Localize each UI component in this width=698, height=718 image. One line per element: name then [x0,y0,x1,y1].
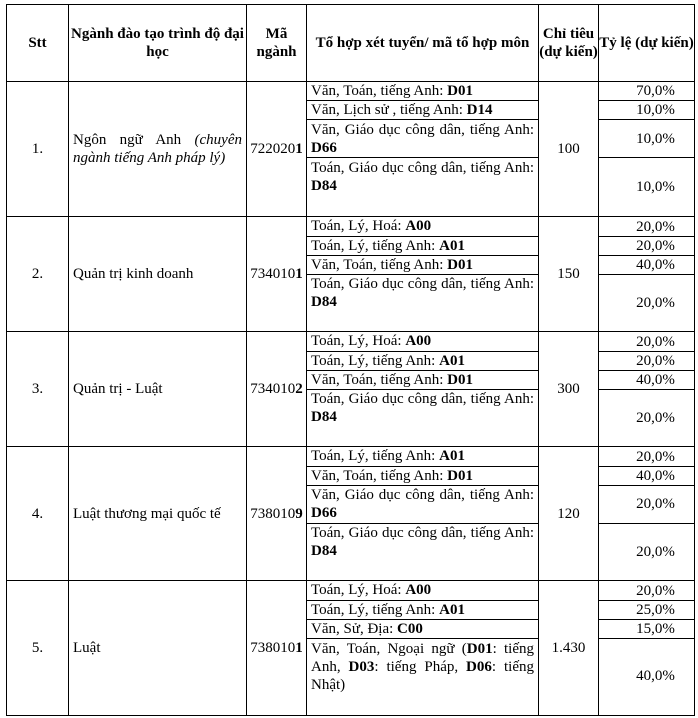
rate-cell [599,82,695,217]
rate-value: 20,0% [636,582,675,599]
combination-item [307,351,538,370]
header-rate: Tỷ lệ (dự kiến) [599,5,695,82]
stt-cell: 2. [7,217,69,332]
combination-item [307,638,538,695]
quota-cell: 100 [539,82,599,217]
combination-text: Toán, Lý, Hoá: [311,218,406,235]
code-digits: 738010 [250,640,296,656]
rate-cell [599,217,695,332]
header-combination: Tổ hợp xét tuyển/ mã tổ hợp môn [307,5,539,82]
header-stt: Stt [7,5,69,82]
combination-text: Toán, Giáo dục công dân, tiếng Anh: [311,391,534,408]
combination-item [307,485,538,523]
combination-code: D03 [348,658,375,675]
combination-code: D14 [466,102,493,118]
code-last-digit: 1 [295,266,303,282]
combination-cell [307,332,539,447]
major-name: Ngôn ngữ Anh [73,132,195,148]
code-digits: 734010 [250,381,296,397]
combination-item [307,466,538,485]
combination-item [307,217,538,236]
rate-value: 40,0% [599,466,694,485]
table-row [7,332,695,447]
combination-code: D84 [311,294,337,311]
combination-code: A01 [439,352,465,369]
combination-item [307,255,538,274]
rate-value: 20,0% [636,448,675,465]
combination-code: D66 [311,505,337,521]
code-last-digit: 1 [295,640,303,656]
stt-cell: 5. [7,581,69,716]
combination-text: Văn, Toán, tiếng Anh: [311,83,448,99]
combination-text: Văn, Lịch sử , tiếng Anh: [311,102,467,118]
combination-text: Văn, Giáo dục công dân, tiếng Anh: [311,121,534,138]
rate-value: 10,0% [599,120,694,158]
combination-code: D84 [311,177,337,194]
rate-value: 10,0% [599,158,694,196]
combination-text: : tiếng Pháp, [374,658,467,675]
combination-code: D06 [466,658,492,675]
quota-cell: 150 [539,217,599,332]
combination-code: A01 [439,448,465,465]
major-cell [69,581,247,716]
code-cell [247,82,307,217]
combination-code: D01 [447,371,474,388]
table-row [7,447,695,581]
combination-text: Toán, Lý, tiếng Anh: [311,601,440,618]
combination-text: Văn, Sử, Địa: [311,620,398,637]
code-cell [247,217,307,332]
combination-text: Toán, Lý, tiếng Anh: [311,448,440,465]
major-name: Quản trị - Luật [73,381,163,397]
stt-cell: 4. [7,447,69,581]
combination-item [307,447,538,466]
combination-item [307,600,538,619]
combination-code: A00 [405,333,432,350]
combination-text: Toán, Lý, Hoá: [311,582,406,599]
major-name: Quản trị kinh doanh [73,266,194,282]
combination-item [307,236,538,255]
combination-text: Văn, Toán, Ngoại ngữ ( [311,640,467,657]
combination-code: D84 [311,409,337,426]
code-last-digit: 2 [295,381,303,397]
major-name: Luật thương mại quốc tế [73,505,221,522]
rate-cell [599,581,695,716]
table-row [7,82,695,217]
combination-item [307,101,538,120]
table-row [7,217,695,332]
combination-item [307,389,538,427]
rate-value: 10,0% [599,101,694,120]
rate-cell [599,447,695,581]
combination-text: Văn, Toán, tiếng Anh: [311,256,448,273]
table-row [7,581,695,716]
combination-cell [307,217,539,332]
code-digits: 738010 [250,505,296,522]
combination-code: D01 [447,83,474,99]
combination-code: A00 [405,582,432,599]
code-digits: 722020 [250,141,296,157]
combination-text: : tiếng Nhật) [311,658,534,693]
combination-text: Toán, Giáo dục công dân, tiếng Anh: [311,525,534,542]
code-last-digit: 1 [295,141,303,157]
combination-item [307,370,538,389]
rate-value: 20,0% [599,523,694,561]
combination-item [307,523,538,561]
code-cell [247,332,307,447]
code-last-digit: 9 [295,505,303,522]
rate-value: 40,0% [599,638,694,695]
rate-value: 20,0% [599,274,694,312]
quota-cell: 300 [539,332,599,447]
combination-code: D01 [447,467,474,484]
rate-value: 20,0% [599,351,694,370]
combination-item [307,82,538,101]
combination-text: : tiếng Anh, [311,640,534,675]
major-name: Luật [73,640,101,656]
code-digits: 734010 [250,266,296,282]
rate-value: 70,0% [636,83,675,99]
combination-text: Toán, Lý, tiếng Anh: [311,237,440,254]
combination-code: D01 [466,640,493,657]
combination-text: Văn, Giáo dục công dân, tiếng Anh: [311,487,534,503]
major-cell [69,447,247,581]
rate-value: 15,0% [599,619,694,638]
combination-item [307,158,538,196]
combination-text: Toán, Giáo dục công dân, tiếng Anh: [311,276,534,293]
combination-text: Toán, Lý, tiếng Anh: [311,352,440,369]
combination-item [307,581,538,600]
combination-cell [307,82,539,217]
combination-code: D84 [311,543,337,560]
rate-cell [599,332,695,447]
rate-value: 40,0% [599,255,694,274]
combination-item [307,332,538,351]
quota-cell: 120 [539,447,599,581]
combination-text: Văn, Toán, tiếng Anh: [311,371,448,388]
combination-code: D66 [311,139,337,156]
rate-value: 25,0% [599,600,694,619]
combination-code: D01 [447,256,474,273]
combination-text: Toán, Giáo dục công dân, tiếng Anh: [311,159,534,176]
rate-value: 20,0% [636,333,675,350]
rate-value: 20,0% [599,236,694,255]
header-code: Mã ngành [247,5,307,82]
combination-code: A01 [439,237,465,254]
major-note: (chuyên ngành tiếng Anh pháp lý) [73,132,242,166]
combination-code: C00 [397,620,423,637]
combination-code: A01 [439,601,465,618]
header-row [7,5,695,82]
major-cell [69,332,247,447]
rate-value: 40,0% [599,370,694,389]
code-cell [247,581,307,716]
combination-cell [307,447,539,581]
header-quota: Chỉ tiêu (dự kiến) [539,5,599,82]
code-cell [247,447,307,581]
combination-text: Văn, Toán, tiếng Anh: [311,467,448,484]
admission-table [6,4,695,716]
combination-item [307,274,538,312]
header-major: Ngành đào tạo trình độ đại học [69,5,247,82]
quota-cell: 1.430 [539,581,599,716]
stt-cell: 1. [7,82,69,217]
major-cell [69,217,247,332]
stt-cell: 3. [7,332,69,447]
combination-item [307,619,538,638]
major-cell [69,82,247,217]
combination-cell [307,581,539,716]
combination-text: Toán, Lý, Hoá: [311,333,406,350]
rate-value: 20,0% [599,485,694,523]
rate-value: 20,0% [599,389,694,427]
rate-value: 20,0% [636,218,675,235]
combination-item [307,120,538,158]
combination-code: A00 [405,218,432,235]
